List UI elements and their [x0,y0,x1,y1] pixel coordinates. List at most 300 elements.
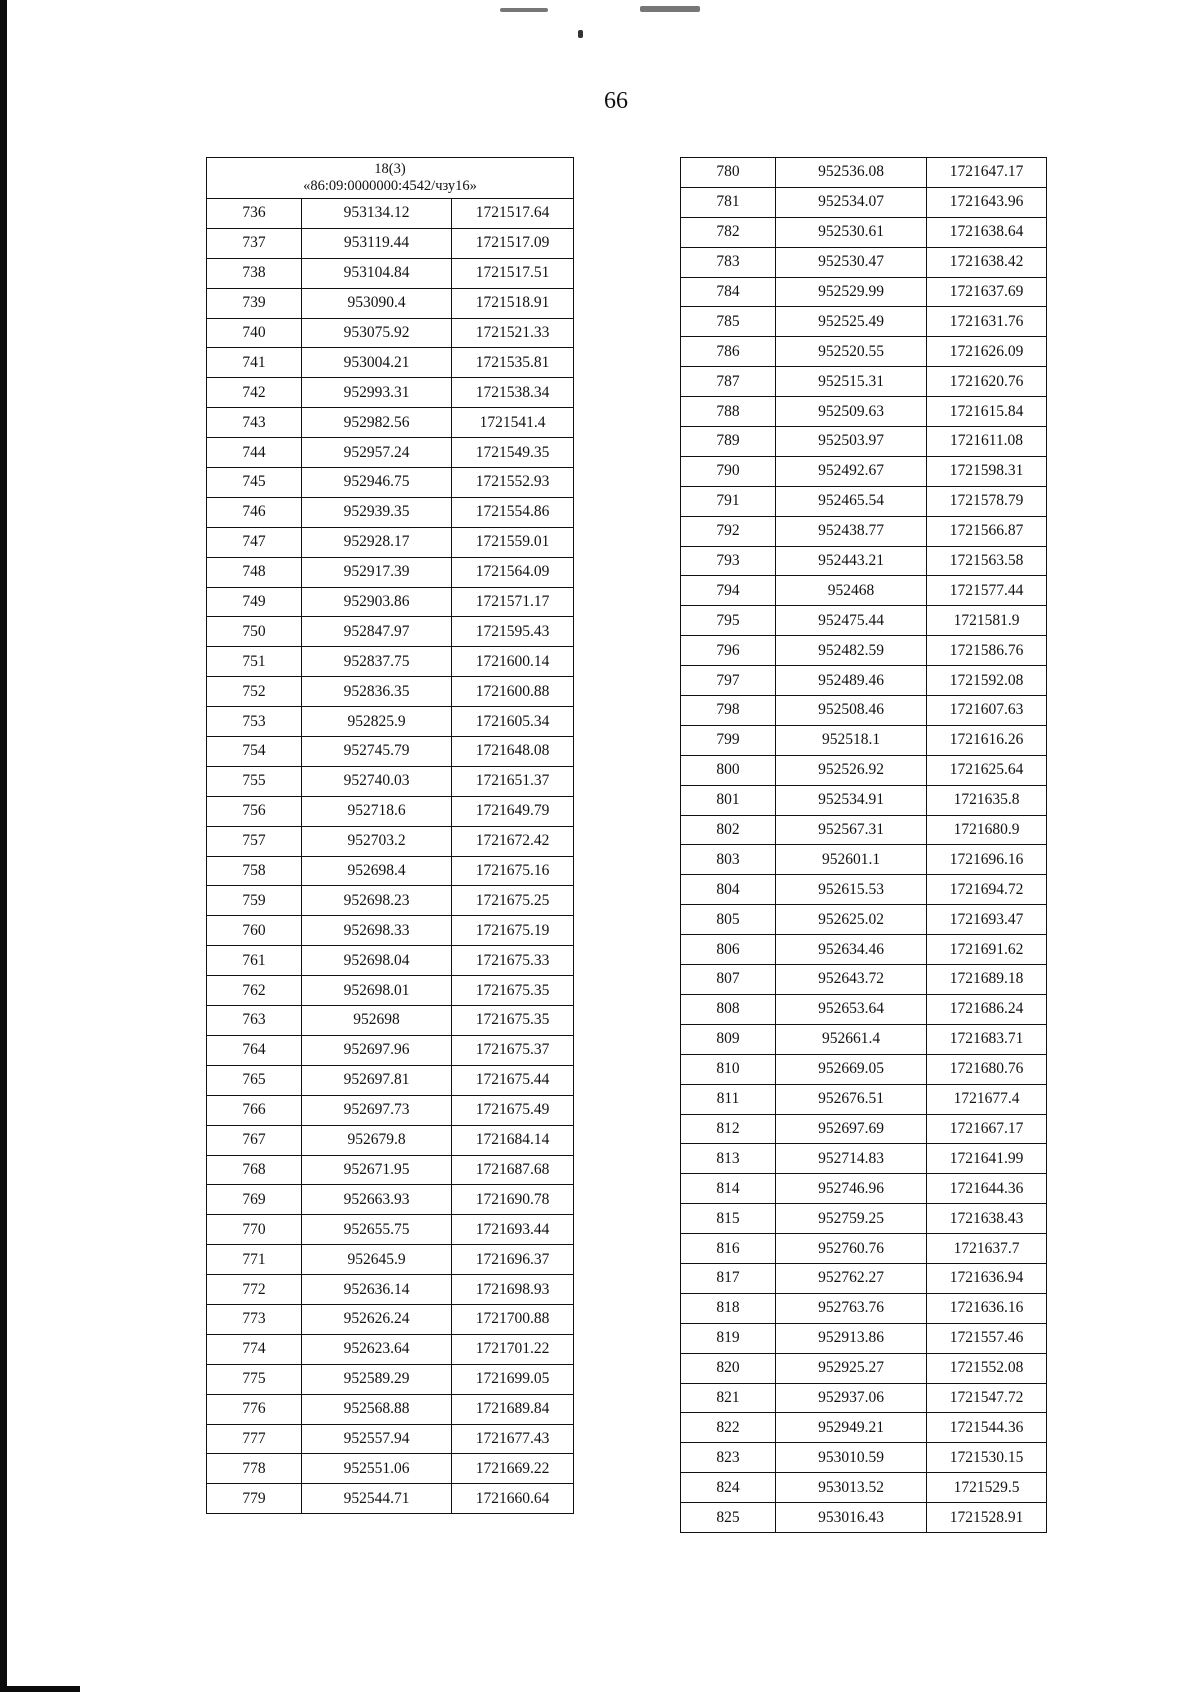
x-coordinate-cell: 952567.31 [776,815,927,845]
table-row [681,1054,1047,1084]
table-row [207,647,574,677]
point-number-cell: 777 [207,1424,302,1454]
point-number-cell: 787 [681,367,776,397]
y-coordinate-cell: 1721651.37 [452,766,574,796]
point-number-cell: 779 [207,1484,302,1514]
table-row [207,1006,574,1036]
x-coordinate-cell: 952589.29 [302,1364,452,1394]
y-coordinate-cell: 1721660.64 [452,1484,574,1514]
x-coordinate-cell: 952698 [302,1006,452,1036]
point-number-cell: 755 [207,766,302,796]
x-coordinate-cell: 952718.6 [302,796,452,826]
table-row [207,228,574,258]
x-coordinate-cell: 952626.24 [302,1304,452,1334]
x-coordinate-cell: 952544.71 [302,1484,452,1514]
x-coordinate-cell: 952536.08 [776,158,927,188]
point-number-cell: 771 [207,1245,302,1275]
table-row [681,785,1047,815]
y-coordinate-cell: 1721535.81 [452,348,574,378]
point-number-cell: 805 [681,905,776,935]
y-coordinate-cell: 1721517.64 [452,199,574,229]
y-coordinate-cell: 1721517.51 [452,258,574,288]
x-coordinate-cell: 952676.51 [776,1084,927,1114]
point-number-cell: 785 [681,307,776,337]
table-row [681,1084,1047,1114]
x-coordinate-cell: 952468 [776,576,927,606]
x-coordinate-cell: 952465.54 [776,486,927,516]
table-row [681,307,1047,337]
point-number-cell: 758 [207,856,302,886]
table-row [207,199,574,229]
point-number-cell: 795 [681,606,776,636]
y-coordinate-cell: 1721644.36 [927,1174,1047,1204]
x-coordinate-cell: 952438.77 [776,516,927,546]
x-coordinate-cell: 952534.91 [776,785,927,815]
y-coordinate-cell: 1721544.36 [927,1413,1047,1443]
x-coordinate-cell: 952697.73 [302,1095,452,1125]
y-coordinate-cell: 1721635.8 [927,785,1047,815]
point-number-cell: 739 [207,288,302,318]
x-coordinate-cell: 952925.27 [776,1353,927,1383]
x-coordinate-cell: 952518.1 [776,725,927,755]
x-coordinate-cell: 952937.06 [776,1383,927,1413]
point-number-cell: 820 [681,1353,776,1383]
point-number-cell: 808 [681,994,776,1024]
table-row [681,636,1047,666]
x-coordinate-cell: 953004.21 [302,348,452,378]
point-number-cell: 786 [681,337,776,367]
y-coordinate-cell: 1721595.43 [452,617,574,647]
point-number-cell: 802 [681,815,776,845]
point-number-cell: 749 [207,587,302,617]
y-coordinate-cell: 1721615.84 [927,397,1047,427]
y-coordinate-cell: 1721683.71 [927,1024,1047,1054]
table-row [681,875,1047,905]
point-number-cell: 783 [681,247,776,277]
y-coordinate-cell: 1721701.22 [452,1334,574,1364]
y-coordinate-cell: 1721563.58 [927,546,1047,576]
point-number-cell: 825 [681,1503,776,1533]
point-number-cell: 776 [207,1394,302,1424]
point-number-cell: 747 [207,527,302,557]
y-coordinate-cell: 1721694.72 [927,875,1047,905]
y-coordinate-cell: 1721577.44 [927,576,1047,606]
table-row [207,348,574,378]
table-row [681,1234,1047,1264]
y-coordinate-cell: 1721592.08 [927,666,1047,696]
table-row [681,217,1047,247]
y-coordinate-cell: 1721637.69 [927,277,1047,307]
y-coordinate-cell: 1721566.87 [927,516,1047,546]
point-number-cell: 757 [207,826,302,856]
point-number-cell: 809 [681,1024,776,1054]
x-coordinate-cell: 952509.63 [776,397,927,427]
point-number-cell: 745 [207,468,302,498]
x-coordinate-cell: 952520.55 [776,337,927,367]
x-coordinate-cell: 952740.03 [302,766,452,796]
table-row [207,856,574,886]
table-row [681,845,1047,875]
x-coordinate-cell: 952475.44 [776,606,927,636]
point-number-cell: 818 [681,1293,776,1323]
cadastral-number: «86:09:0000000:4542/чзу16» [303,178,477,194]
point-number-cell: 803 [681,845,776,875]
y-coordinate-cell: 1721554.86 [452,497,574,527]
point-number-cell: 742 [207,378,302,408]
table-row [207,587,574,617]
point-number-cell: 740 [207,318,302,348]
x-coordinate-cell: 952957.24 [302,438,452,468]
table-row [207,677,574,707]
y-coordinate-cell: 1721557.46 [927,1323,1047,1353]
point-number-cell: 764 [207,1035,302,1065]
table-row [681,1263,1047,1293]
parcel-header [207,158,574,199]
y-coordinate-cell: 1721649.79 [452,796,574,826]
y-coordinate-cell: 1721643.96 [927,187,1047,217]
table-row [207,557,574,587]
y-coordinate-cell: 1721598.31 [927,456,1047,486]
x-coordinate-cell: 952928.17 [302,527,452,557]
point-number-cell: 810 [681,1054,776,1084]
x-coordinate-cell: 952515.31 [776,367,927,397]
table-row [681,158,1047,188]
table-row [207,1275,574,1305]
point-number-cell: 759 [207,886,302,916]
point-number-cell: 772 [207,1275,302,1305]
table-row [681,935,1047,965]
point-number-cell: 752 [207,677,302,707]
table-row [207,1394,574,1424]
x-coordinate-cell: 952482.59 [776,636,927,666]
table-row [681,606,1047,636]
x-coordinate-cell: 953090.4 [302,288,452,318]
table-row [681,1443,1047,1473]
y-coordinate-cell: 1721638.42 [927,247,1047,277]
point-number-cell: 814 [681,1174,776,1204]
x-coordinate-cell: 952508.46 [776,696,927,726]
table-row [681,486,1047,516]
table-row [681,1293,1047,1323]
y-coordinate-cell: 1721680.9 [927,815,1047,845]
point-number-cell: 800 [681,755,776,785]
point-number-cell: 769 [207,1185,302,1215]
y-coordinate-cell: 1721680.76 [927,1054,1047,1084]
y-coordinate-cell: 1721586.76 [927,636,1047,666]
x-coordinate-cell: 952530.61 [776,217,927,247]
y-coordinate-cell: 1721696.16 [927,845,1047,875]
y-coordinate-cell: 1721700.88 [452,1304,574,1334]
table-row [207,438,574,468]
x-coordinate-cell: 952492.67 [776,456,927,486]
y-coordinate-cell: 1721631.76 [927,307,1047,337]
x-coordinate-cell: 953075.92 [302,318,452,348]
point-number-cell: 781 [681,187,776,217]
y-coordinate-cell: 1721518.91 [452,288,574,318]
point-number-cell: 766 [207,1095,302,1125]
y-coordinate-cell: 1721647.17 [927,158,1047,188]
x-coordinate-cell: 952847.97 [302,617,452,647]
point-number-cell: 801 [681,785,776,815]
point-number-cell: 790 [681,456,776,486]
y-coordinate-cell: 1721693.44 [452,1215,574,1245]
y-coordinate-cell: 1721529.5 [927,1473,1047,1503]
point-number-cell: 822 [681,1413,776,1443]
y-coordinate-cell: 1721698.93 [452,1275,574,1305]
y-coordinate-cell: 1721638.64 [927,217,1047,247]
x-coordinate-cell: 952760.76 [776,1234,927,1264]
x-coordinate-cell: 952534.07 [776,187,927,217]
point-number-cell: 817 [681,1263,776,1293]
x-coordinate-cell: 952636.14 [302,1275,452,1305]
x-coordinate-cell: 953010.59 [776,1443,927,1473]
y-coordinate-cell: 1721675.33 [452,946,574,976]
x-coordinate-cell: 952825.9 [302,707,452,737]
y-coordinate-cell: 1721675.35 [452,976,574,1006]
x-coordinate-cell: 952698.01 [302,976,452,1006]
point-number-cell: 782 [681,217,776,247]
point-number-cell: 774 [207,1334,302,1364]
x-coordinate-cell: 952653.64 [776,994,927,1024]
x-coordinate-cell: 952489.46 [776,666,927,696]
coordinates-table-left [206,157,574,1514]
x-coordinate-cell: 952601.1 [776,845,927,875]
table-row [207,318,574,348]
point-number-cell: 824 [681,1473,776,1503]
point-number-cell: 737 [207,228,302,258]
point-number-cell: 770 [207,1215,302,1245]
table-row [681,546,1047,576]
table-row [207,1484,574,1514]
table-row [207,617,574,647]
x-coordinate-cell: 952714.83 [776,1144,927,1174]
point-number-cell: 806 [681,935,776,965]
point-number-cell: 807 [681,965,776,995]
table-row [207,288,574,318]
x-coordinate-cell: 952671.95 [302,1155,452,1185]
point-number-cell: 738 [207,258,302,288]
y-coordinate-cell: 1721696.37 [452,1245,574,1275]
x-coordinate-cell: 953104.84 [302,258,452,288]
x-coordinate-cell: 952698.4 [302,856,452,886]
table-row [681,456,1047,486]
y-coordinate-cell: 1721547.72 [927,1383,1047,1413]
point-number-cell: 744 [207,438,302,468]
y-coordinate-cell: 1721626.09 [927,337,1047,367]
x-coordinate-cell: 952526.92 [776,755,927,785]
point-number-cell: 816 [681,1234,776,1264]
point-number-cell: 812 [681,1114,776,1144]
x-coordinate-cell: 952655.75 [302,1215,452,1245]
x-coordinate-cell: 952557.94 [302,1424,452,1454]
table-row [681,397,1047,427]
table-row [681,755,1047,785]
y-coordinate-cell: 1721689.18 [927,965,1047,995]
table-row [207,737,574,767]
table-row [681,576,1047,606]
point-number-cell: 804 [681,875,776,905]
point-number-cell: 746 [207,497,302,527]
y-coordinate-cell: 1721607.63 [927,696,1047,726]
table-row [207,707,574,737]
table-row [681,905,1047,935]
y-coordinate-cell: 1721636.16 [927,1293,1047,1323]
table-row [207,378,574,408]
table-row [207,468,574,498]
table-row [681,187,1047,217]
point-number-cell: 767 [207,1125,302,1155]
y-coordinate-cell: 1721669.22 [452,1454,574,1484]
x-coordinate-cell: 952669.05 [776,1054,927,1084]
table-row [681,815,1047,845]
point-number-cell: 775 [207,1364,302,1394]
point-number-cell: 778 [207,1454,302,1484]
parcel-number: 18(3) [374,161,406,177]
x-coordinate-cell: 952698.33 [302,916,452,946]
point-number-cell: 751 [207,647,302,677]
x-coordinate-cell: 952746.96 [776,1174,927,1204]
table-row [207,1155,574,1185]
x-coordinate-cell: 952634.46 [776,935,927,965]
y-coordinate-cell: 1721616.26 [927,725,1047,755]
point-number-cell: 797 [681,666,776,696]
table-row [207,1334,574,1364]
point-number-cell: 819 [681,1323,776,1353]
y-coordinate-cell: 1721638.43 [927,1204,1047,1234]
table-row [681,337,1047,367]
y-coordinate-cell: 1721675.19 [452,916,574,946]
y-coordinate-cell: 1721620.76 [927,367,1047,397]
table-row [681,1473,1047,1503]
point-number-cell: 813 [681,1144,776,1174]
point-number-cell: 753 [207,707,302,737]
x-coordinate-cell: 952643.72 [776,965,927,995]
x-coordinate-cell: 952763.76 [776,1293,927,1323]
point-number-cell: 811 [681,1084,776,1114]
table-row [681,1204,1047,1234]
y-coordinate-cell: 1721686.24 [927,994,1047,1024]
y-coordinate-cell: 1721699.05 [452,1364,574,1394]
y-coordinate-cell: 1721549.35 [452,438,574,468]
y-coordinate-cell: 1721530.15 [927,1443,1047,1473]
x-coordinate-cell: 952525.49 [776,307,927,337]
point-number-cell: 750 [207,617,302,647]
x-coordinate-cell: 953134.12 [302,199,452,229]
x-coordinate-cell: 952949.21 [776,1413,927,1443]
y-coordinate-cell: 1721581.9 [927,606,1047,636]
table-row [207,497,574,527]
x-coordinate-cell: 952903.86 [302,587,452,617]
table-row [681,1503,1047,1533]
y-coordinate-cell: 1721675.35 [452,1006,574,1036]
table-row [207,1304,574,1334]
x-coordinate-cell: 952913.86 [776,1323,927,1353]
point-number-cell: 823 [681,1443,776,1473]
x-coordinate-cell: 952917.39 [302,557,452,587]
point-number-cell: 780 [681,158,776,188]
y-coordinate-cell: 1721625.64 [927,755,1047,785]
x-coordinate-cell: 952939.35 [302,497,452,527]
x-coordinate-cell: 952836.35 [302,677,452,707]
point-number-cell: 756 [207,796,302,826]
coordinates-table-right [680,157,1047,1533]
table-header-row [207,158,574,199]
x-coordinate-cell: 952623.64 [302,1334,452,1364]
y-coordinate-cell: 1721528.91 [927,1503,1047,1533]
table-body-right [681,158,1047,1533]
x-coordinate-cell: 952529.99 [776,277,927,307]
point-number-cell: 788 [681,397,776,427]
point-number-cell: 761 [207,946,302,976]
x-coordinate-cell: 953119.44 [302,228,452,258]
y-coordinate-cell: 1721521.33 [452,318,574,348]
x-coordinate-cell: 952946.75 [302,468,452,498]
table-row [207,1364,574,1394]
x-coordinate-cell: 952679.8 [302,1125,452,1155]
y-coordinate-cell: 1721571.17 [452,587,574,617]
point-number-cell: 789 [681,427,776,457]
table-row [681,277,1047,307]
table-row [681,1144,1047,1174]
point-number-cell: 754 [207,737,302,767]
y-coordinate-cell: 1721600.88 [452,677,574,707]
table-row [207,886,574,916]
x-coordinate-cell: 952663.93 [302,1185,452,1215]
y-coordinate-cell: 1721648.08 [452,737,574,767]
table-row [207,946,574,976]
y-coordinate-cell: 1721687.68 [452,1155,574,1185]
point-number-cell: 748 [207,557,302,587]
x-coordinate-cell: 952645.9 [302,1245,452,1275]
table-row [681,247,1047,277]
x-coordinate-cell: 952615.53 [776,875,927,905]
point-number-cell: 821 [681,1383,776,1413]
table-row [681,1323,1047,1353]
y-coordinate-cell: 1721675.16 [452,856,574,886]
x-coordinate-cell: 952837.75 [302,647,452,677]
x-coordinate-cell: 952568.88 [302,1394,452,1424]
x-coordinate-cell: 952697.69 [776,1114,927,1144]
x-coordinate-cell: 953013.52 [776,1473,927,1503]
scan-speck [578,30,583,38]
table-row [207,1125,574,1155]
table-row [681,965,1047,995]
y-coordinate-cell: 1721641.99 [927,1144,1047,1174]
table-row [207,1424,574,1454]
table-row [681,1413,1047,1443]
point-number-cell: 815 [681,1204,776,1234]
x-coordinate-cell: 952745.79 [302,737,452,767]
point-number-cell: 799 [681,725,776,755]
x-coordinate-cell: 952762.27 [776,1263,927,1293]
y-coordinate-cell: 1721675.37 [452,1035,574,1065]
table-row [681,427,1047,457]
y-coordinate-cell: 1721636.94 [927,1263,1047,1293]
y-coordinate-cell: 1721564.09 [452,557,574,587]
table-row [207,408,574,438]
y-coordinate-cell: 1721637.7 [927,1234,1047,1264]
table-row [207,976,574,1006]
x-coordinate-cell: 952625.02 [776,905,927,935]
table-row [207,766,574,796]
y-coordinate-cell: 1721684.14 [452,1125,574,1155]
table-row [681,1174,1047,1204]
table-row [681,516,1047,546]
table-row [681,367,1047,397]
table-body-left [207,199,574,1514]
table-row [207,1185,574,1215]
table-row [207,1035,574,1065]
